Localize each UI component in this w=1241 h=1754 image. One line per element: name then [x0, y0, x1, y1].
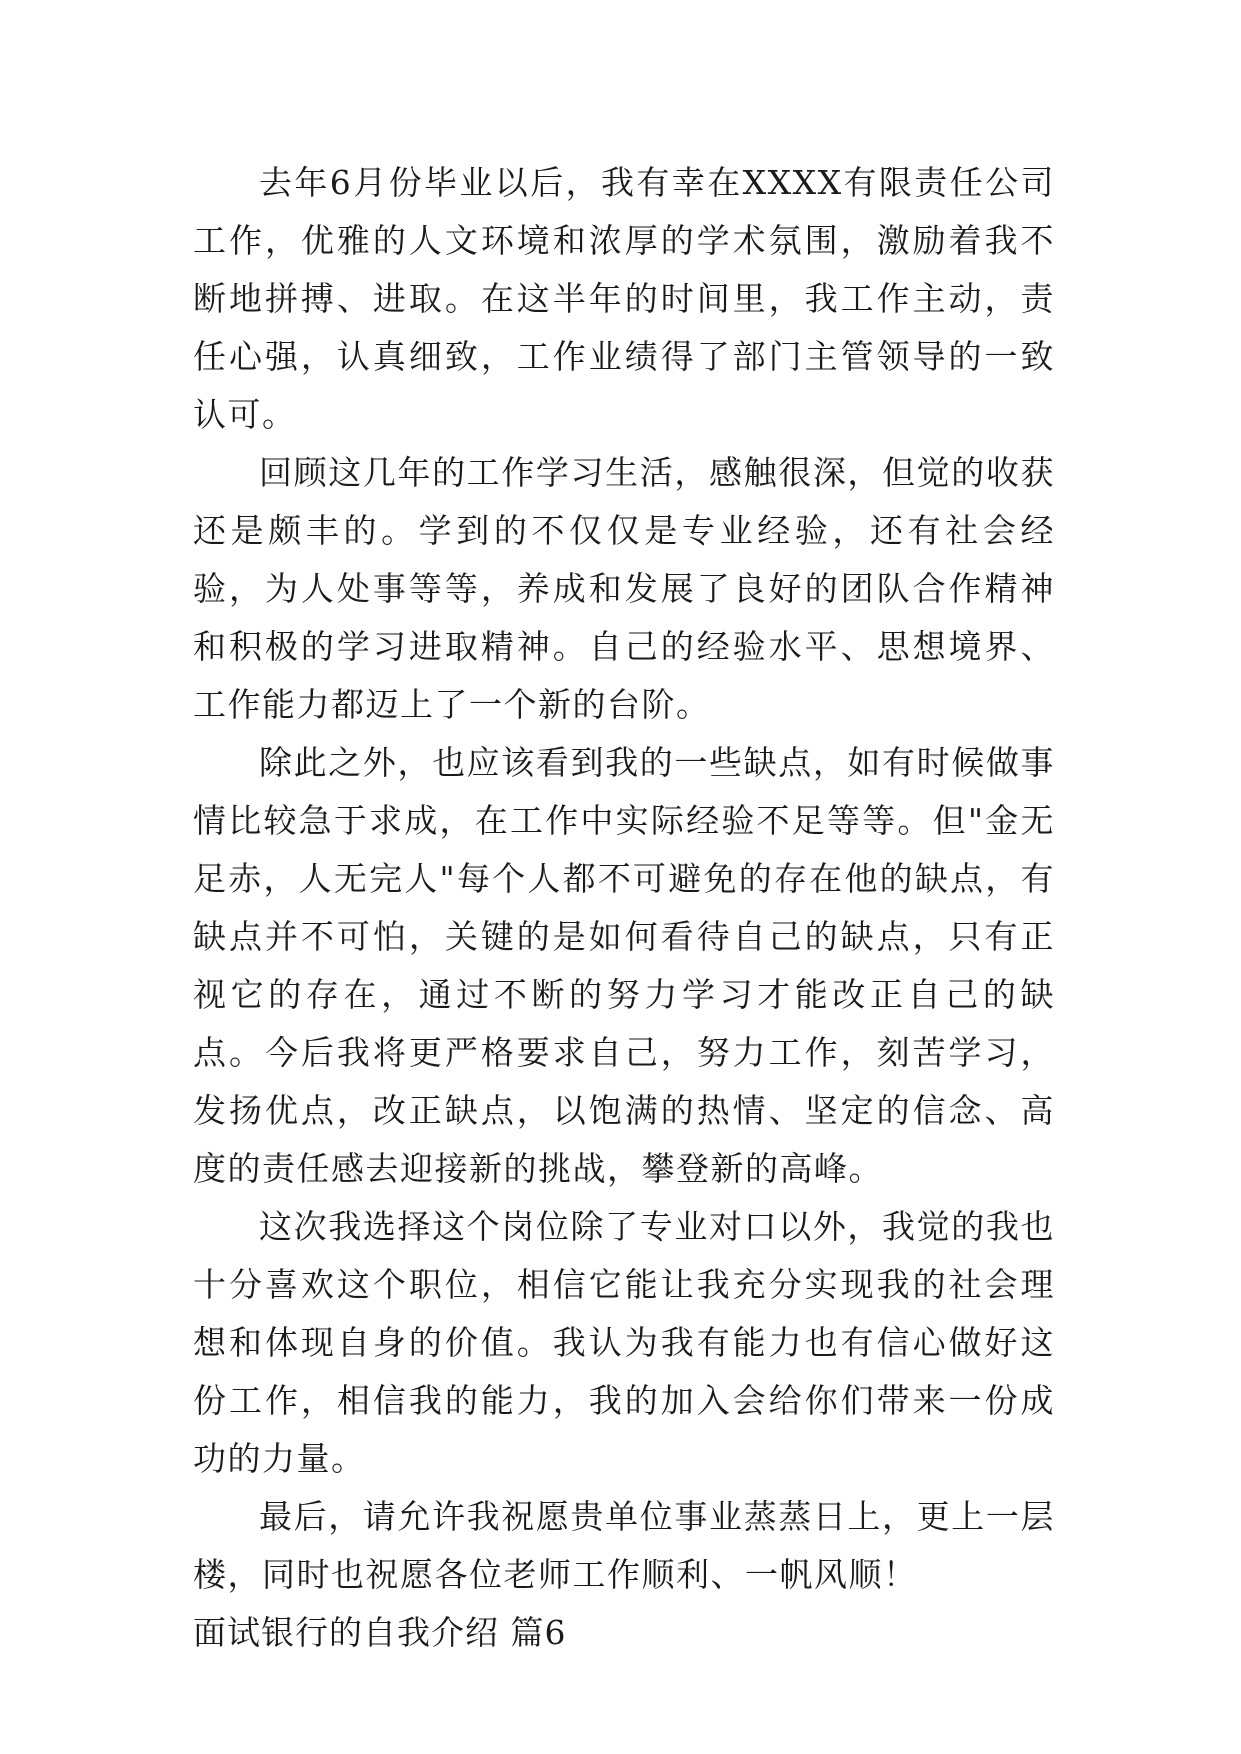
- paragraph-2: 回顾这几年的工作学习生活，感触很深，但觉的收获还是颇丰的。学到的不仅仅是专业经验，还有社会经验，为人处事等等，养成和发展了良好的团队合作精神和积极的学习进取精神。自己的经验水平、思想境界、工作能力都迈上了一个新的台阶。: [193, 453, 1055, 724]
- paragraph-3: 除此之外，也应该看到我的一些缺点，如有时候做事情比较急于求成，在工作中实际经验不足等等。但"金无足赤，人无完人"每个人都不可避免的存在他的缺点，有缺点并不可怕，关键的是如何看待自己的缺点，只有正视它的存在，通过不断的努力学习才能改正自己的缺点。今后我将更严格要求自己，努力工作，刻苦学习，发扬优点，改正缺点，以饱满的热情、坚定的信念、高度的责任感去迎接新的挑战，攀登新的高峰。: [193, 743, 1055, 1188]
- paragraph-1: 去年6月份毕业以后，我有幸在XXXX有限责任公司工作，优雅的人文环境和浓厚的学术氛围，激励着我不断地拼搏、进取。在这半年的时间里，我工作主动，责任心强，认真细致，工作业绩得了部门主管领导的一致认可。: [193, 163, 1055, 434]
- paragraph-4: 这次我选择这个岗位除了专业对口以外，我觉的我也十分喜欢这个职位，相信它能让我充分实现我的社会理想和体现自身的价值。我认为我有能力也有信心做好这份工作，相信我的能力，我的加入会给你们带来一份成功的力量。: [193, 1207, 1055, 1478]
- paragraph-5: 最后，请允许我祝愿贵单位事业蒸蒸日上，更上一层楼，同时也祝愿各位老师工作顺利、一帆风顺！: [193, 1497, 1055, 1594]
- document-body: [193, 154, 1055, 1662]
- section-heading: 面试银行的自我介绍 篇6: [193, 1613, 567, 1652]
